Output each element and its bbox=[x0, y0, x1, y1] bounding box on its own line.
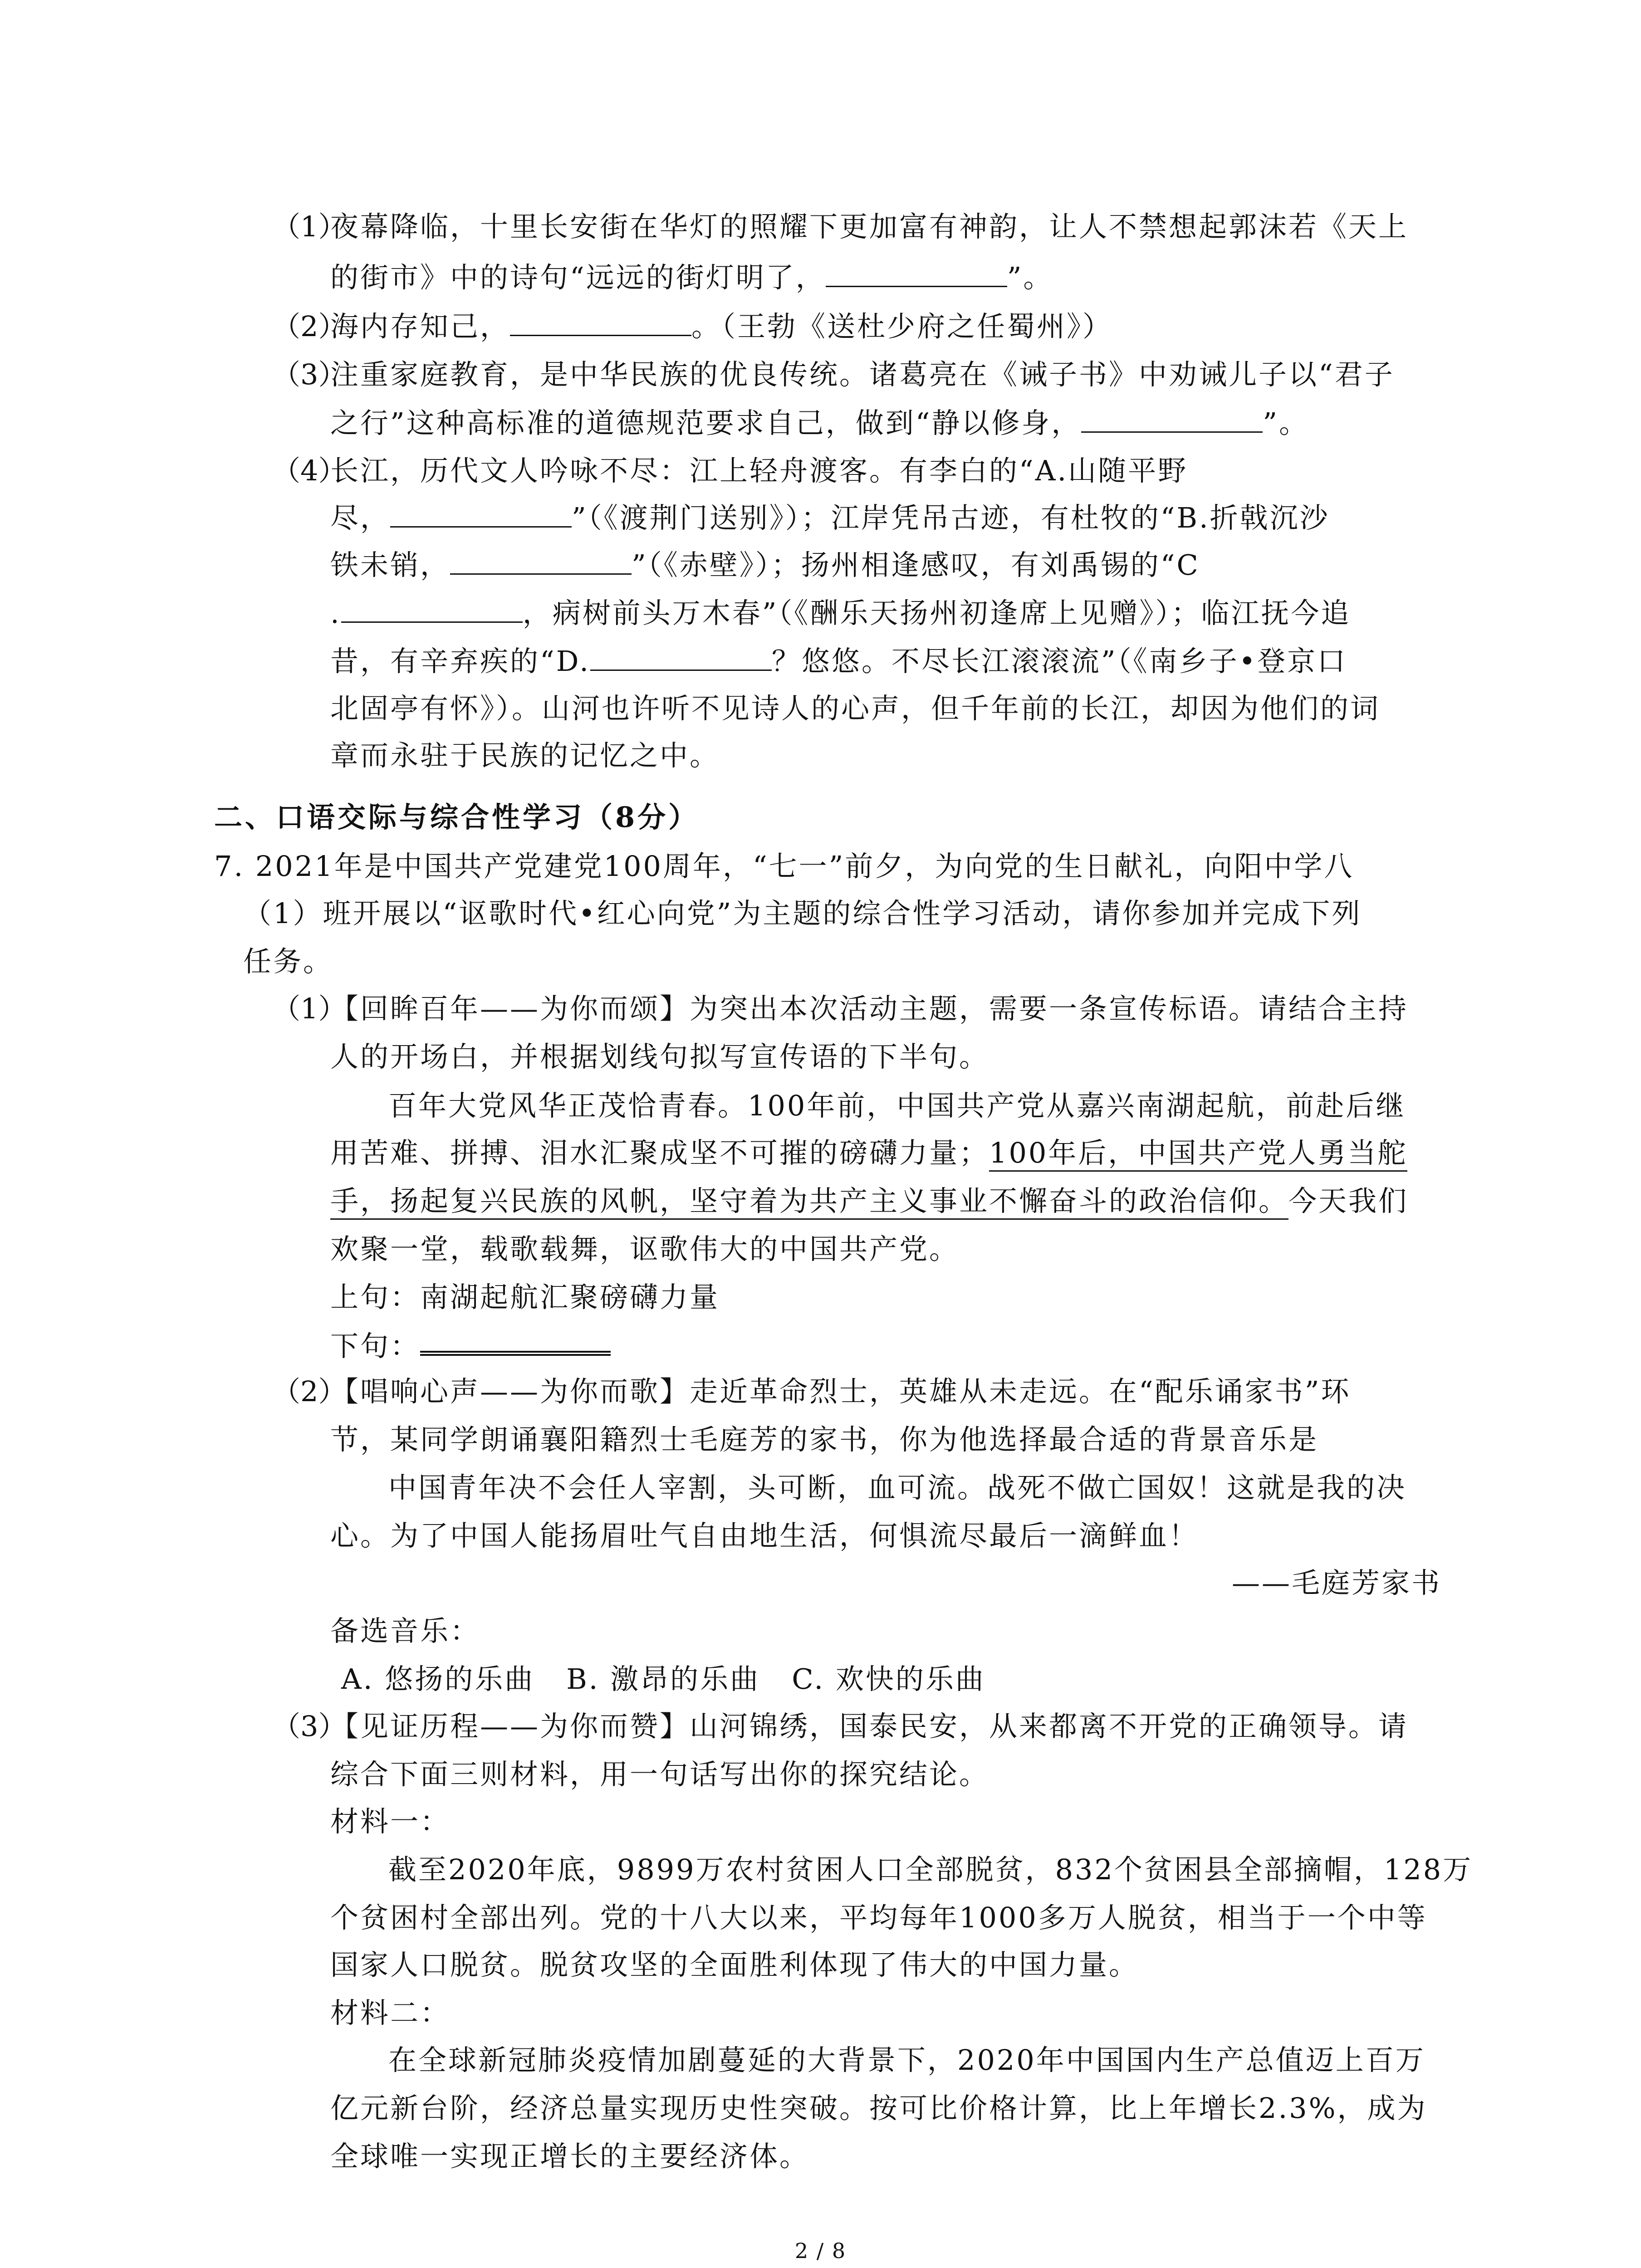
item-number: （3） bbox=[272, 1710, 347, 1743]
letter-line1: 中国青年决不会任人宰割，头可断，血可流。战死不做亡国奴！这就是我的决 bbox=[388, 1471, 1407, 1504]
poetry-q4-line5: 昔，有辛弃疾的“D. ？悠悠。不尽长江滚滚流”（《南乡子•登京口 bbox=[330, 643, 1347, 679]
material1-line3: 国家人口脱贫。脱贫攻坚的全面胜利体现了伟大的中国力量。 bbox=[330, 1948, 1139, 1981]
answer-blank-double[interactable] bbox=[420, 1327, 611, 1356]
poetry-q4-line4: . ，病树前头万木春”（《酬乐天扬州初逢席上见赠》）；临江抚今追 bbox=[330, 595, 1351, 631]
answer-blank[interactable] bbox=[510, 308, 691, 336]
sub3-line1: （3）【见证历程——为你而赞】山河锦绣，国泰民安，从来都离不开党的正确领导。请 bbox=[272, 1708, 1408, 1745]
poetry-q3-line1: （3）注重家庭教育，是中华民族的优良传统。诸葛亮在《诫子书》中劝诫儿子以“君子 bbox=[272, 357, 1395, 393]
poetry-q1-line2: 的街市》中的诗句“远远的街灯明了， ”。 bbox=[330, 259, 1053, 296]
answer-blank-a[interactable] bbox=[390, 500, 572, 528]
sub3-line2: 综合下面三则材料，用一句话写出你的探究结论。 bbox=[330, 1758, 989, 1791]
poetry-q2-line: （2）海内存知己， 。（王勃《送杜少府之任蜀州》） bbox=[272, 308, 1112, 345]
letter-line2: 心。为了中国人能扬眉吐气自由地生活，何惧流尽最后一滴鲜血！ bbox=[330, 1519, 1199, 1552]
underlined-sentence: 100年后，中国共产党人勇当舵 bbox=[989, 1136, 1407, 1172]
poetry-q4-line6: 北固亭有怀》）。山河也许听不见诗人的心声，但千年前的长江，却因为他们的词 bbox=[330, 692, 1381, 725]
lower-sentence: 下句： bbox=[330, 1327, 611, 1364]
poetry-q4-line2: 尽， ”（《渡荆门送别》）；江岸凭吊古迹，有杜牧的“B.折戟沉沙 bbox=[330, 500, 1330, 536]
material2-line2: 亿元新台阶，经济总量实现历史性突破。按可比价格计算，比上年增长2.3%，成为 bbox=[330, 2092, 1427, 2125]
poetry-q4-line3: 铁未销， ”（《赤壁》）；扬州相逢感叹，有刘禹锡的“C bbox=[330, 547, 1200, 583]
sub2-line2: 节，某同学朗诵襄阳籍烈士毛庭芳的家书，你为他选择最合适的背景音乐是 bbox=[330, 1423, 1319, 1456]
item-number: （1） bbox=[272, 992, 347, 1025]
poetry-q3-line2: 之行”这种高标准的道德规范要求自己，做到“静以修身， ”。 bbox=[330, 405, 1309, 441]
material1-line2: 个贫困村全部出列。党的十八大以来，平均每年1000多万人脱贫，相当于一个中等 bbox=[330, 1901, 1427, 1934]
item-number: （3） bbox=[272, 358, 347, 391]
material2-line1: 在全球新冠肺炎疫情加剧蔓延的大背景下，2020年中国国内生产总值迈上百万 bbox=[388, 2043, 1425, 2077]
poetry-q4-line7: 章而永驻于民族的记忆之中。 bbox=[330, 739, 720, 772]
page-number: 2 / 8 bbox=[794, 2239, 847, 2263]
sub1-passage-line4: 欢聚一堂，载歌载舞，讴歌伟大的中国共产党。 bbox=[330, 1232, 960, 1266]
material1-label: 材料一： bbox=[330, 1805, 451, 1838]
q7-line1: 7. 2021年是中国共产党建党100周年，“七一”前夕，为向党的生日献礼，向阳中学八 bbox=[214, 850, 1354, 883]
sub2-line1: （2）【唱响心声——为你而歌】走近革命烈士，英雄从未走远。在“配乐诵家书”环 bbox=[272, 1374, 1351, 1410]
item-number: （1） bbox=[272, 210, 347, 243]
answer-blank[interactable] bbox=[826, 259, 1007, 287]
music-option-b[interactable]: B. 激昂的乐曲 bbox=[566, 1662, 760, 1696]
material2-line3: 全球唯一实现正增长的主要经济体。 bbox=[330, 2140, 810, 2173]
item-number: （2） bbox=[272, 310, 347, 343]
sub1-passage-line1: 百年大党风华正茂恰青春。100年前，中国共产党从嘉兴南湖起航，前赴后继 bbox=[388, 1089, 1406, 1122]
section-heading: 二、口语交际与综合性学习（8分） bbox=[214, 801, 700, 834]
sub1-passage-line2: 用苦难、拼搏、泪水汇聚成坚不可摧的磅礴力量；100年后，中国共产党人勇当舵 bbox=[330, 1135, 1407, 1171]
poetry-q1-line1: （1）夜幕降临，十里长安街在华灯的照耀下更加富有神韵，让人不禁想起郭沫若《天上 bbox=[272, 209, 1408, 245]
q7-line3: 任务。 bbox=[243, 945, 333, 978]
underlined-sentence: 手，扬起复兴民族的风帆，坚守着为共产主义事业不懈奋斗的政治信仰。 bbox=[330, 1184, 1288, 1220]
answer-blank-b[interactable] bbox=[450, 547, 632, 575]
sub1-passage-line3: 手，扬起复兴民族的风帆，坚守着为共产主义事业不懈奋斗的政治信仰。今天我们 bbox=[330, 1183, 1408, 1219]
music-options bbox=[341, 1661, 985, 1697]
material1-line1: 截至2020年底，9899万农村贫困人口全部脱贫，832个贫困县全部摘帽，128万 bbox=[388, 1853, 1473, 1886]
material2-label: 材料二： bbox=[330, 1996, 451, 2029]
sub1-line2: 人的开场白，并根据划线句拟写宣传语的下半句。 bbox=[330, 1040, 989, 1073]
answer-blank[interactable] bbox=[1081, 405, 1263, 433]
upper-sentence: 上句：南湖起航汇聚磅礴力量 bbox=[330, 1281, 720, 1314]
music-option-a[interactable]: A. 悠扬的乐曲 bbox=[341, 1662, 535, 1696]
answer-blank-c[interactable] bbox=[341, 595, 523, 623]
music-label: 备选音乐： bbox=[330, 1614, 480, 1647]
letter-signature: ——毛庭芳家书 bbox=[1231, 1566, 1441, 1599]
poetry-q4-line1: （4）长江，历代文人吟咏不尽：江上轻舟渡客。有李白的“A.山随平野 bbox=[272, 453, 1188, 489]
item-number: （2） bbox=[272, 1375, 347, 1408]
answer-blank-d[interactable] bbox=[590, 643, 772, 671]
music-option-c[interactable]: C. 欢快的乐曲 bbox=[792, 1662, 985, 1696]
item-number: （4） bbox=[272, 454, 347, 487]
sub1-line1: （1）【回眸百年——为你而颂】为突出本次活动主题，需要一条宣传标语。请结合主持 bbox=[272, 991, 1408, 1027]
q7-line2: （1）班开展以“讴歌时代•红心向党”为主题的综合性学习活动，请你参加并完成下列 bbox=[243, 897, 1362, 930]
